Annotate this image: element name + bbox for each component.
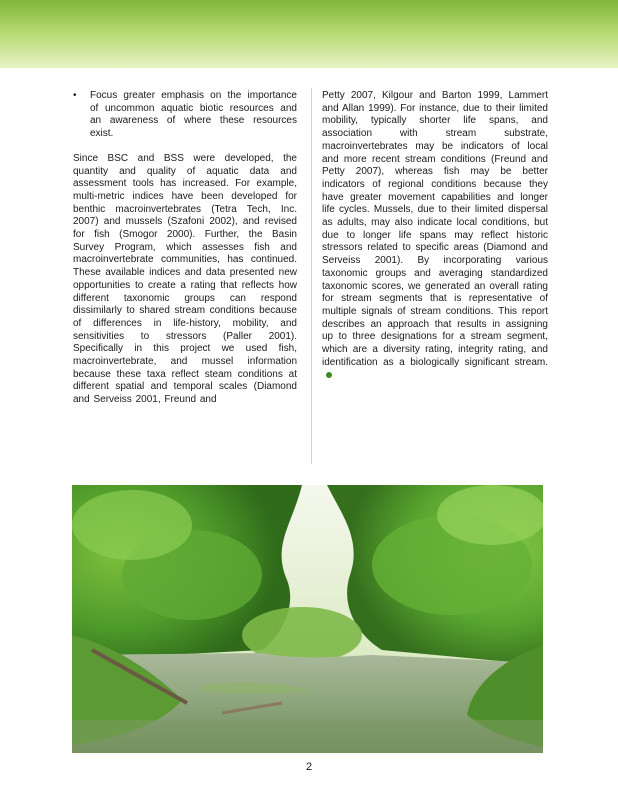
right-column <box>322 90 548 382</box>
left-paragraph: Since BSC and BSS were developed, the quantity and quality of aquatic data and assessment tools has increased. For example, multi-metric indices have been developed for benthic macroinvertebrates (Tetra Tech, Inc. 2007) and mussels (Szafoni 2002), and revised for fish (Smogor 2000). Further, the Basin Survey Program, which assesses fish and macroinvertebrate communities, has continued. These available indices and data presented new opportunities to create a rating that reflects how different taxonomic groups can respond dissimilarly to shared stream conditions because of differences in life-history, mobility, and sensitivities to stressors (Paller 2001). Specifically in this project we used fish, macroinvertebrate, and mussel information because these taxa reflect steam conditions at different spatial and temporal scales (Diamond and Serveiss 2001, Freund and <box>73 152 297 406</box>
bullet-text: Focus greater emphasis on the importance of uncommon aquatic biotic resources and an awareness of where these resources exist. <box>90 90 297 140</box>
bullet-marker: • <box>73 90 77 101</box>
column-divider <box>311 88 312 464</box>
end-of-article-dot-icon <box>326 372 332 378</box>
bullet-item <box>73 90 297 141</box>
stream-photo <box>72 485 543 753</box>
header-green-band <box>0 0 618 68</box>
right-paragraph: Petty 2007, Kilgour and Barton 1999, Lammert and Allan 1999). For instance, due to their limited mobility, typically shorter life spans, and association with stream substrate, macroinvertebrates may be indicators of local and more recent stream conditions (Freund and Petty 2007), whereas fish may be better indicators of regional conditions because they have greater movement capabilities and longer life cycles. Mussels, due to their limited dispersal as adults, may also indicate local conditions, but due to longer life spans may reflect historic stressors related to specific areas (Diamond and Serveiss 2001). By incorporating various taxonomic groups and averaging standardized taxonomic scores, we generated an overall rating for stream segments that is representative of multiple signals of stream conditions. This report describes an approach that results in assigning up to three designations for a stream segment, which are a diversity rating, integrity rating, and identification as a biologically significant stream. <box>322 90 548 368</box>
right-paragraph-wrapper <box>322 90 548 382</box>
left-column <box>73 90 297 407</box>
page-number: 2 <box>305 761 313 773</box>
